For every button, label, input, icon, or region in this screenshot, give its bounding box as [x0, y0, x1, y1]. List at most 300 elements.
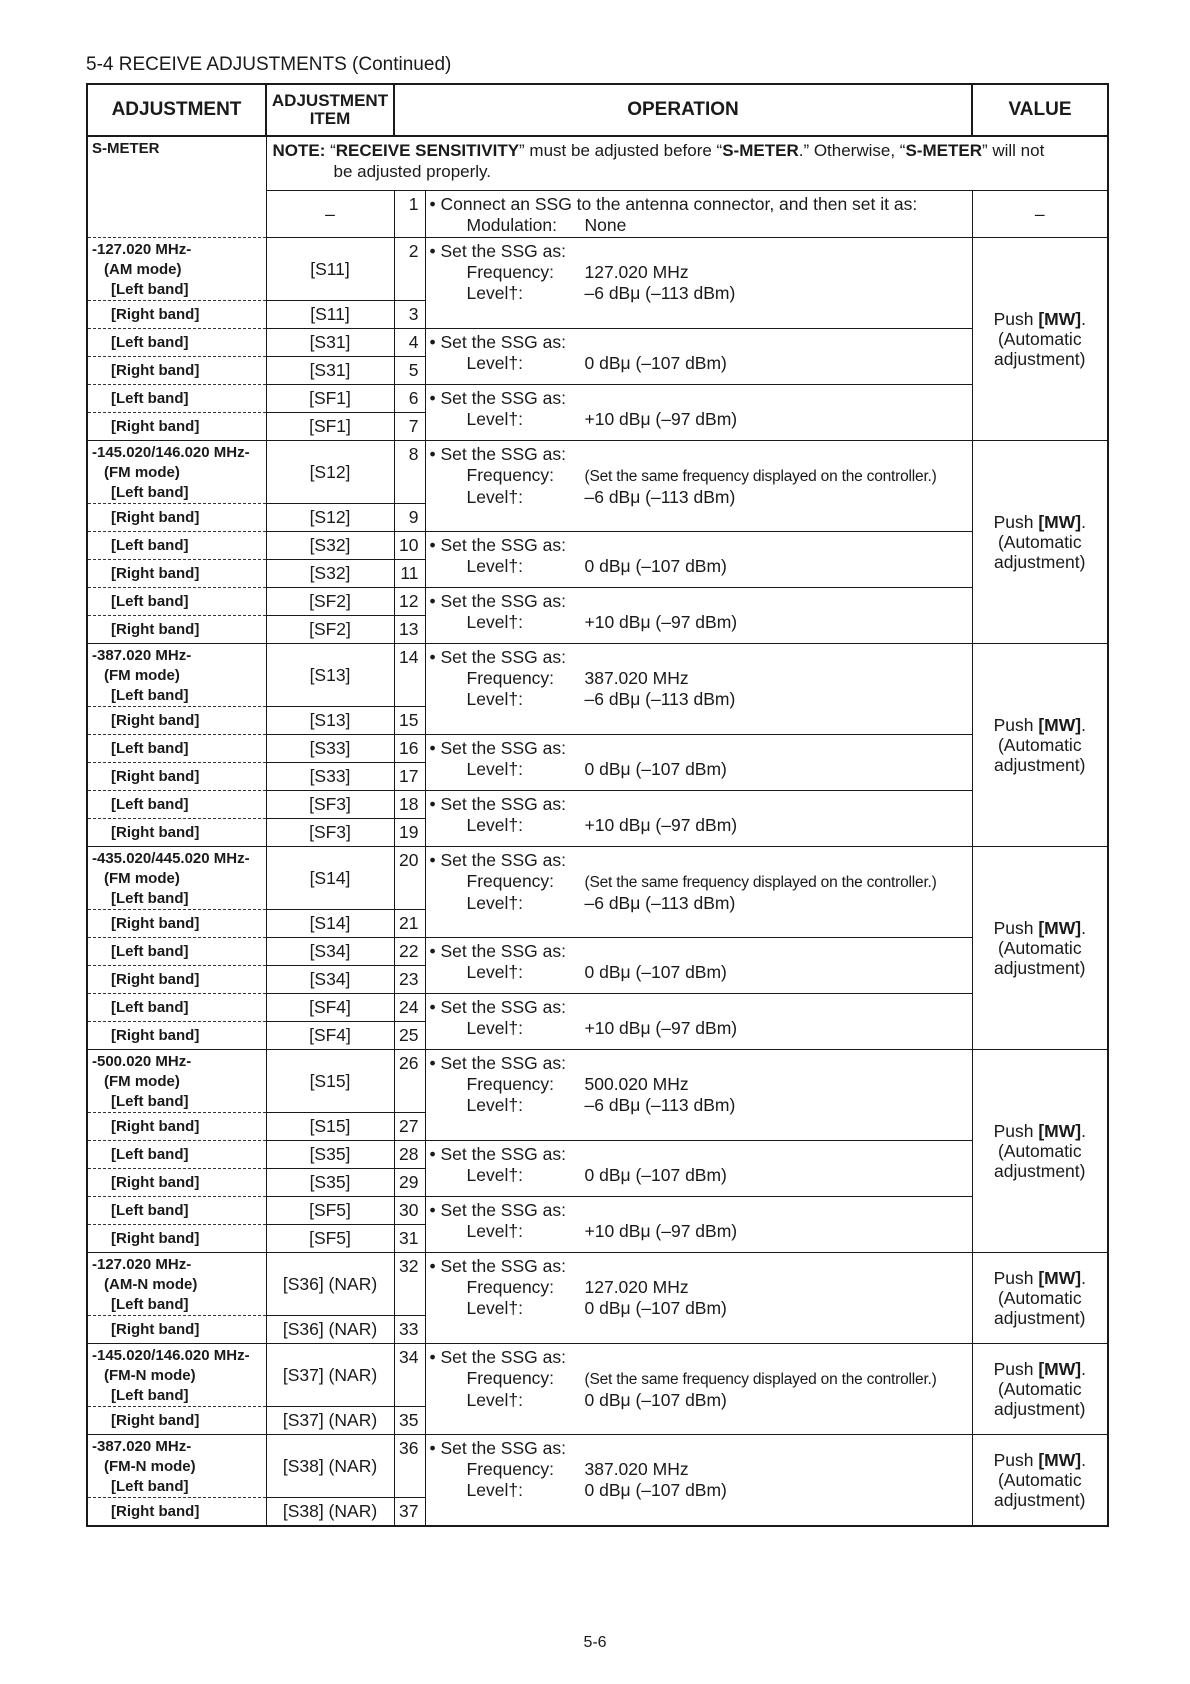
- adjustment-item: [S32]: [266, 532, 394, 560]
- value-cell: [972, 644, 1108, 847]
- value-note: adjustment): [994, 1399, 1086, 1419]
- param-key: Level†:: [466, 283, 523, 303]
- push-text: .: [1081, 1359, 1086, 1379]
- band-label: [Left band]: [87, 532, 266, 560]
- adjustment-item: [S13]: [266, 707, 394, 735]
- param-value: 0 dBμ (–107 dBm): [584, 962, 727, 982]
- band-label: [Left band]: [87, 791, 266, 819]
- adjustment-item: [SF4]: [266, 1022, 394, 1050]
- adjustment-item: [S38] (NAR): [266, 1435, 394, 1498]
- band: [Left band]: [111, 1386, 189, 1404]
- adjustment-group-label: [87, 847, 266, 910]
- adjustment-item: [S12]: [266, 504, 394, 532]
- push-text: .: [1081, 309, 1086, 329]
- operation-line: • Set the SSG as:: [429, 794, 566, 814]
- param-key: Level†:: [466, 1095, 523, 1115]
- operation-text: [425, 791, 972, 847]
- value-cell: –: [972, 191, 1108, 238]
- param-value: 387.020 MHz: [584, 1459, 689, 1479]
- operation-param: [430, 283, 968, 304]
- param-value: 0 dBμ (–107 dBm): [584, 1165, 727, 1185]
- step-number: 36: [394, 1435, 425, 1498]
- operation-line: • Set the SSG as:: [429, 444, 566, 464]
- operation-param: [430, 1368, 968, 1390]
- freq-range: -500.020 MHz-: [92, 1053, 192, 1070]
- band-label: [Left band]: [87, 1141, 266, 1169]
- step-number: 30: [394, 1197, 425, 1225]
- mw-key: [MW]: [1038, 309, 1082, 329]
- band-label: [Left band]: [87, 385, 266, 413]
- section-title: 5-4 RECEIVE ADJUSTMENTS (Continued): [86, 54, 452, 75]
- push-text: Push: [993, 512, 1039, 532]
- operation-text: [425, 329, 972, 385]
- table-row: [87, 735, 1108, 763]
- param-key: Level†:: [466, 556, 523, 576]
- operation-line: • Set the SSG as:: [429, 1347, 566, 1367]
- param-value: +10 dBμ (–97 dBm): [584, 409, 738, 429]
- adjustment-group-label: [87, 441, 266, 504]
- operation-text: [425, 1050, 972, 1141]
- step-number: 25: [394, 1022, 425, 1050]
- band-label: [Left band]: [87, 994, 266, 1022]
- table-row: [87, 938, 1108, 966]
- step-number: 2: [394, 238, 425, 301]
- mw-key: [MW]: [1038, 1268, 1082, 1288]
- operation-text: [425, 735, 972, 791]
- operation-param: [430, 1095, 968, 1116]
- param-value: 387.020 MHz: [584, 668, 689, 688]
- param-key: Frequency:: [466, 1074, 555, 1094]
- param-key: Level†:: [466, 409, 523, 429]
- table-row: [87, 1344, 1108, 1407]
- push-text: .: [1081, 1268, 1086, 1288]
- operation-param: [430, 962, 968, 983]
- param-key: Level†:: [466, 1221, 523, 1241]
- param-key: Frequency:: [466, 668, 555, 688]
- adjustment-group-label: [87, 238, 266, 301]
- value-cell: [972, 1253, 1108, 1344]
- param-key: Level†:: [466, 962, 523, 982]
- adjustment-item: [SF5]: [266, 1197, 394, 1225]
- band-label: [Right band]: [87, 910, 266, 938]
- value-note: (Automatic: [997, 1141, 1082, 1161]
- adjustment-item: [S14]: [266, 910, 394, 938]
- step-number: 34: [394, 1344, 425, 1407]
- step-number: 19: [394, 819, 425, 847]
- adjustment-item: [S37] (NAR): [266, 1407, 394, 1435]
- freq-range: -387.020 MHz-: [92, 647, 192, 664]
- band-label: [Right band]: [87, 560, 266, 588]
- push-text: Push: [993, 1359, 1039, 1379]
- operation-line: • Set the SSG as:: [429, 850, 566, 870]
- value-cell: [972, 1344, 1108, 1435]
- mw-key: [MW]: [1038, 1121, 1082, 1141]
- operation-text: [425, 847, 972, 938]
- step-number: 37: [394, 1498, 425, 1527]
- operation-text: [425, 1197, 972, 1253]
- adjustment-item: [SF4]: [266, 994, 394, 1022]
- param-value: (Set the same frequency displayed on the controller.): [584, 874, 937, 891]
- step-number: 3: [394, 301, 425, 329]
- band: [Left band]: [111, 889, 189, 907]
- adjustment-group-label: [87, 1050, 266, 1113]
- freq-range: -145.020/146.020 MHz-: [92, 444, 250, 461]
- operation-text: [425, 1253, 972, 1344]
- operation-line: • Set the SSG as:: [429, 535, 566, 555]
- band-label: [Right band]: [87, 763, 266, 791]
- band-label: [Left band]: [87, 1197, 266, 1225]
- table-row: [87, 1435, 1108, 1498]
- band-label: [Right band]: [87, 1498, 266, 1527]
- value-note: adjustment): [994, 349, 1086, 369]
- param-key: Level†:: [466, 1165, 523, 1185]
- param-value: 127.020 MHz: [584, 1277, 689, 1297]
- band: [Left band]: [111, 1295, 189, 1313]
- mw-key: [MW]: [1038, 1450, 1082, 1470]
- param-key: Level†:: [466, 612, 523, 632]
- operation-text: • Connect an SSG to the antenna connector, and then set it as: Modulation: None: [425, 191, 972, 238]
- table-row: [87, 994, 1108, 1022]
- value-note: (Automatic: [997, 532, 1082, 552]
- step-number: 5: [394, 357, 425, 385]
- value-note: (Automatic: [997, 329, 1082, 349]
- param-value: (Set the same frequency displayed on the controller.): [584, 1371, 937, 1388]
- operation-param: [430, 668, 968, 689]
- operation-text: [425, 644, 972, 735]
- mode: (FM-N mode): [104, 1366, 196, 1384]
- receive-adjustments-table: [86, 83, 1109, 1527]
- param-value: –6 dBμ (–113 dBm): [584, 893, 736, 913]
- param-key: Level†:: [466, 1480, 523, 1500]
- adjustment-item: [S15]: [266, 1113, 394, 1141]
- step-number: 7: [394, 413, 425, 441]
- operation-line: • Set the SSG as:: [429, 941, 566, 961]
- step-number: 1: [394, 191, 425, 238]
- adjustment-item: [SF5]: [266, 1225, 394, 1253]
- param-value: –6 dBμ (–113 dBm): [584, 283, 736, 303]
- push-text: Push: [993, 1268, 1039, 1288]
- operation-param: [430, 556, 968, 577]
- value-note: adjustment): [994, 552, 1086, 572]
- operation-param: [430, 815, 968, 836]
- smeter-label: S-METER: [87, 136, 266, 238]
- value-note: adjustment): [994, 958, 1086, 978]
- mode: (FM mode): [104, 869, 180, 887]
- param-value: 0 dBμ (–107 dBm): [584, 1298, 727, 1318]
- param-value: +10 dBμ (–97 dBm): [584, 815, 738, 835]
- step-number: 32: [394, 1253, 425, 1316]
- band-label: [Right band]: [87, 1169, 266, 1197]
- operation-line: • Set the SSG as:: [429, 738, 566, 758]
- push-text: .: [1081, 1450, 1086, 1470]
- table-header-row: [87, 84, 1108, 136]
- value-cell: [972, 847, 1108, 1050]
- freq-range: -435.020/445.020 MHz-: [92, 850, 250, 867]
- operation-line: • Set the SSG as:: [429, 1200, 566, 1220]
- operation-param: [430, 871, 968, 893]
- header-value: VALUE: [972, 84, 1108, 136]
- table-row: [87, 588, 1108, 616]
- operation-line: • Set the SSG as:: [429, 241, 566, 261]
- adjustment-item: [SF1]: [266, 413, 394, 441]
- table-row: [87, 847, 1108, 910]
- operation-text: [425, 588, 972, 644]
- param-key: Frequency:: [466, 1368, 555, 1388]
- step-number: 31: [394, 1225, 425, 1253]
- value-cell: [972, 1050, 1108, 1253]
- push-text: .: [1081, 512, 1086, 532]
- band-label: [Right band]: [87, 1113, 266, 1141]
- step-number: 11: [394, 560, 425, 588]
- param-value: 127.020 MHz: [584, 262, 689, 282]
- adjustment-item: [SF2]: [266, 616, 394, 644]
- step-number: 20: [394, 847, 425, 910]
- band-label: [Right band]: [87, 301, 266, 329]
- param-value: 0 dBμ (–107 dBm): [584, 759, 727, 779]
- param-value: (Set the same frequency displayed on the controller.): [584, 468, 937, 485]
- param-value: 0 dBμ (–107 dBm): [584, 1480, 727, 1500]
- operation-text: [425, 385, 972, 441]
- operation-param: [430, 689, 968, 710]
- band: [Left band]: [111, 686, 189, 704]
- adjustment-item: [SF3]: [266, 819, 394, 847]
- step-number: 4: [394, 329, 425, 357]
- band-label: [Left band]: [87, 938, 266, 966]
- header-adjustment-item: ADJUSTMENT ITEM: [266, 84, 394, 136]
- step-number: 24: [394, 994, 425, 1022]
- param-value: –6 dBμ (–113 dBm): [584, 1095, 736, 1115]
- param-value: 0 dBμ (–107 dBm): [584, 556, 727, 576]
- mw-key: [MW]: [1038, 918, 1082, 938]
- adjustment-item: [S13]: [266, 644, 394, 707]
- adjustment-item: [SF1]: [266, 385, 394, 413]
- table-row: [87, 1141, 1108, 1169]
- mode: (FM mode): [104, 1072, 180, 1090]
- step-number: 15: [394, 707, 425, 735]
- operation-param: [430, 262, 968, 283]
- operation-param: [430, 1221, 968, 1242]
- table-row: [87, 532, 1108, 560]
- adjustment-group-label: [87, 1435, 266, 1498]
- header-adjustment: ADJUSTMENT: [87, 84, 266, 136]
- adjustment-group-label: [87, 1344, 266, 1407]
- param-key: Level†:: [466, 815, 523, 835]
- band-label: [Right band]: [87, 819, 266, 847]
- push-text: Push: [993, 1450, 1039, 1470]
- step-number: 23: [394, 966, 425, 994]
- band-label: [Left band]: [87, 735, 266, 763]
- freq-range: -127.020 MHz-: [92, 1256, 192, 1273]
- operation-line: • Set the SSG as:: [429, 1256, 566, 1276]
- operation-line: • Set the SSG as:: [429, 1438, 566, 1458]
- operation-text: [425, 441, 972, 532]
- mode: (AM mode): [104, 260, 182, 278]
- param-key: Frequency:: [466, 1277, 555, 1297]
- operation-text: [425, 1435, 972, 1527]
- band: [Left band]: [111, 280, 189, 298]
- mode: (FM mode): [104, 463, 180, 481]
- operation-param: [430, 465, 968, 487]
- value-note: (Automatic: [997, 1288, 1082, 1308]
- table-row: [87, 791, 1108, 819]
- param-value: –6 dBμ (–113 dBm): [584, 689, 736, 709]
- push-text: Push: [993, 918, 1039, 938]
- band: [Left band]: [111, 483, 189, 501]
- smeter-note: NOTE: “RECEIVE SENSITIVITY” must be adjusted before “S-METER.” Otherwise, “S-METER” will not be adjusted properly.: [266, 136, 1108, 191]
- adjustment-item: [SF3]: [266, 791, 394, 819]
- adjustment-item: [S37] (NAR): [266, 1344, 394, 1407]
- step-number: 12: [394, 588, 425, 616]
- band-label: [Right band]: [87, 413, 266, 441]
- value-cell: [972, 441, 1108, 644]
- operation-param: [430, 1165, 968, 1186]
- operation-param: [430, 487, 968, 508]
- value-note: adjustment): [994, 755, 1086, 775]
- value-note: (Automatic: [997, 735, 1082, 755]
- param-key: Level†:: [466, 893, 523, 913]
- mode: (FM mode): [104, 666, 180, 684]
- operation-param: [430, 1277, 968, 1298]
- mode: (AM-N mode): [104, 1275, 198, 1293]
- param-key: Frequency:: [466, 262, 555, 282]
- step-number: 17: [394, 763, 425, 791]
- operation-param: [430, 759, 968, 780]
- operation-param: [430, 353, 968, 374]
- adjustment-item: [S14]: [266, 847, 394, 910]
- band-label: [Left band]: [87, 329, 266, 357]
- table-row: [87, 441, 1108, 504]
- band-label: [Right band]: [87, 1316, 266, 1344]
- param-value: 0 dBμ (–107 dBm): [584, 1390, 727, 1410]
- adjustment-group-label: [87, 1253, 266, 1316]
- adjustment-item: [SF2]: [266, 588, 394, 616]
- step-number: 10: [394, 532, 425, 560]
- table-row: [87, 1050, 1108, 1113]
- operation-line: • Set the SSG as:: [429, 1053, 566, 1073]
- param-value: +10 dBμ (–97 dBm): [584, 1221, 738, 1241]
- band-label: [Right band]: [87, 1022, 266, 1050]
- value-note: (Automatic: [997, 1379, 1082, 1399]
- mode: (FM-N mode): [104, 1457, 196, 1475]
- operation-param: [430, 612, 968, 633]
- push-text: Push: [993, 715, 1039, 735]
- value-cell: [972, 1435, 1108, 1527]
- operation-text: [425, 532, 972, 588]
- push-text: Push: [993, 309, 1039, 329]
- adjustment-item: [S12]: [266, 441, 394, 504]
- adjustment-group-label: [87, 644, 266, 707]
- mw-key: [MW]: [1038, 512, 1082, 532]
- adjustment-item: [S32]: [266, 560, 394, 588]
- step-number: 29: [394, 1169, 425, 1197]
- param-key: Frequency:: [466, 1459, 555, 1479]
- operation-text: [425, 1344, 972, 1435]
- adjustment-item: [S36] (NAR): [266, 1316, 394, 1344]
- band-label: [Right band]: [87, 966, 266, 994]
- operation-param: [430, 1018, 968, 1039]
- mw-key: [MW]: [1038, 715, 1082, 735]
- band-label: [Right band]: [87, 357, 266, 385]
- push-text: .: [1081, 715, 1086, 735]
- adjustment-item: [S33]: [266, 763, 394, 791]
- operation-line: • Set the SSG as:: [429, 388, 566, 408]
- step-number: 33: [394, 1316, 425, 1344]
- param-key: Level†:: [466, 759, 523, 779]
- adjustment-item: –: [266, 191, 394, 238]
- param-key: Level†:: [466, 1390, 523, 1410]
- adjustment-item: [S33]: [266, 735, 394, 763]
- step-number: 28: [394, 1141, 425, 1169]
- header-operation: OPERATION: [394, 84, 972, 136]
- value-note: (Automatic: [997, 1470, 1082, 1490]
- operation-line: • Set the SSG as:: [429, 1144, 566, 1164]
- operation-param: [430, 1390, 968, 1411]
- band-label: [Right band]: [87, 504, 266, 532]
- param-key: Frequency:: [466, 465, 555, 485]
- step-number: 26: [394, 1050, 425, 1113]
- operation-line: • Set the SSG as:: [429, 647, 566, 667]
- adjustment-item: [S31]: [266, 357, 394, 385]
- step-number: 18: [394, 791, 425, 819]
- param-value: 500.020 MHz: [584, 1074, 689, 1094]
- band-label: [Right band]: [87, 707, 266, 735]
- step-number: 22: [394, 938, 425, 966]
- operation-line: • Set the SSG as:: [429, 591, 566, 611]
- param-key: Level†:: [466, 1298, 523, 1318]
- freq-range: -145.020/146.020 MHz-: [92, 1347, 250, 1364]
- operation-param: [430, 1459, 968, 1480]
- adjustment-item: [S11]: [266, 238, 394, 301]
- param-value: 0 dBμ (–107 dBm): [584, 353, 727, 373]
- step-number: 21: [394, 910, 425, 938]
- adjustment-item: [S35]: [266, 1169, 394, 1197]
- operation-param: [430, 1480, 968, 1501]
- operation-line: • Set the SSG as:: [429, 332, 566, 352]
- smeter-note-row: [87, 136, 1108, 191]
- operation-text: [425, 238, 972, 329]
- step-number: 16: [394, 735, 425, 763]
- table-row: [87, 329, 1108, 357]
- adjustment-item: [S34]: [266, 938, 394, 966]
- operation-line: • Set the SSG as:: [429, 997, 566, 1017]
- step-number: 35: [394, 1407, 425, 1435]
- push-text: .: [1081, 1121, 1086, 1141]
- table-row: [87, 1253, 1108, 1316]
- band-label: [Left band]: [87, 588, 266, 616]
- param-key: Frequency:: [466, 871, 555, 891]
- adjustment-item: [S15]: [266, 1050, 394, 1113]
- push-text: .: [1081, 918, 1086, 938]
- push-text: Push: [993, 1121, 1039, 1141]
- operation-param: [430, 1074, 968, 1095]
- step-number: 9: [394, 504, 425, 532]
- freq-range: -127.020 MHz-: [92, 241, 192, 258]
- operation-param: [430, 893, 968, 914]
- adjustment-item: [S11]: [266, 301, 394, 329]
- param-key: Level†:: [466, 353, 523, 373]
- operation-text: [425, 994, 972, 1050]
- step-number: 13: [394, 616, 425, 644]
- operation-text: [425, 1141, 972, 1197]
- table-row: [87, 238, 1108, 301]
- param-key: Level†:: [466, 487, 523, 507]
- param-value: –6 dBμ (–113 dBm): [584, 487, 736, 507]
- adjustment-item: [S31]: [266, 329, 394, 357]
- adjustment-item: [S34]: [266, 966, 394, 994]
- param-value: +10 dBμ (–97 dBm): [584, 1018, 738, 1038]
- step-number: 27: [394, 1113, 425, 1141]
- value-note: adjustment): [994, 1308, 1086, 1328]
